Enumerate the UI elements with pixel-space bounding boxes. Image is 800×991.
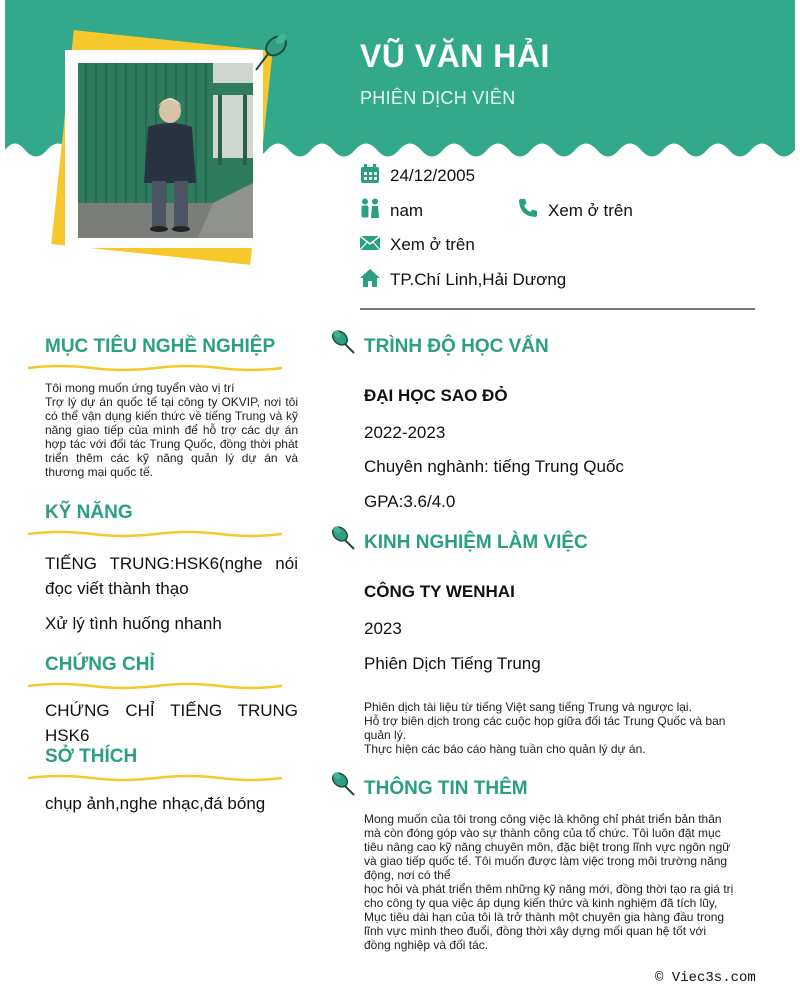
title-underline	[28, 772, 282, 784]
more-info-paragraph: học hỏi và phát triển thêm những kỹ năng mới, đồng thời tạo ra giá trị cho công ty qua việc áp dụng kiến thức và kinh nghiệm đã tích lũy,	[364, 882, 734, 910]
divider	[360, 308, 755, 310]
skills-title: KỸ NĂNG	[45, 502, 133, 523]
profile-photo	[78, 63, 253, 238]
phone-value: Xem ở trên	[548, 201, 633, 220]
skill-item: Xử lý tình huống nhanh	[45, 614, 222, 633]
experience-year: 2023	[364, 619, 402, 638]
education-gpa: GPA:3.6/4.0	[364, 492, 456, 511]
pin-icon	[330, 769, 356, 797]
email-value: Xem ở trên	[390, 235, 475, 254]
certificates-title: CHỨNG CHỈ	[45, 654, 155, 675]
candidate-name: VŨ VĂN HẢI	[360, 38, 550, 74]
more-info-paragraph: Mục tiêu dài hạn của tôi là trở thành một chuyên gia hàng đầu trong lĩnh vực mình theo đuổi, đồng thời xây dựng mối quan hệ tốt với đồng nghiệp và đối tác.	[364, 910, 725, 952]
title-underline	[28, 362, 282, 374]
gender-value: nam	[390, 201, 424, 220]
hobby-item: chụp ảnh,nghe nhạc,đá bóng	[45, 794, 266, 813]
hobbies-title: SỞ THÍCH	[45, 746, 138, 767]
mail-icon	[360, 233, 380, 253]
pin-icon	[252, 26, 292, 72]
objective-title: MỤC TIÊU NGHỀ NGHIỆP	[45, 336, 276, 357]
footer-credit: © Viec3s.com	[655, 970, 756, 986]
job-title: PHIÊN DỊCH VIÊN	[360, 88, 516, 108]
certificate-item: CHỨNG CHỈ TIẾNG TRUNG HSK6	[45, 701, 298, 745]
phone-icon	[518, 198, 538, 218]
experience-role: Phiên Dịch Tiếng Trung	[364, 654, 541, 673]
education-years: 2022-2023	[364, 423, 446, 442]
duty-item: Phiên dịch tài liệu từ tiếng Việt sang tiếng Trung và ngược lại.	[364, 700, 692, 714]
experience-title: KINH NGHIỆM LÀM VIỆC	[364, 532, 588, 553]
more-info-title: THÔNG TIN THÊM	[364, 778, 528, 799]
pin-icon	[330, 523, 356, 551]
birthday-value: 24/12/2005	[390, 166, 476, 185]
experience-duties	[364, 700, 736, 756]
objective-line-1: Tôi mong muốn ứng tuyển vào vị trí	[45, 381, 235, 395]
home-icon	[360, 268, 380, 288]
company-name: CÔNG TY WENHAI	[364, 582, 515, 601]
objective-line-2: Trợ lý dự án quốc tế tại công ty OKVIP, nơi tôi có thể vận dụng kiến thức về tiếng Trung và kỹ năng giao tiếp của mình để hỗ trợ các dự án hợp tác với đối tác Trung Quốc, đồng thời phát triển thêm các kỹ năng quản lý dự án và thương mại quốc tế.	[45, 395, 298, 479]
more-info-text	[364, 812, 736, 952]
more-info-paragraph: Mong muốn của tôi trong công việc là không chỉ phát triển bản thân mà còn đóng góp vào sự thành công của tổ chức. Tôi luôn đặt mục tiêu nâng cao kỹ năng chuyên môn, đặc biệt trong lĩnh vực ngôn ngữ và giao tiếp quốc tế. Tôi muốn được làm việc trong môi trường năng động, nơi có thể	[364, 812, 731, 882]
calendar-icon	[360, 164, 380, 184]
skill-item: TIẾNG TRUNG:HSK6(nghe nói đọc viết thành thạo	[45, 554, 298, 598]
duty-item: Thực hiện các báo cáo hàng tuần cho quản lý dự án.	[364, 742, 646, 756]
school-name: ĐẠI HỌC SAO ĐỎ	[364, 386, 508, 405]
objective-text	[45, 381, 298, 479]
education-title: TRÌNH ĐỘ HỌC VẤN	[364, 336, 549, 357]
title-underline	[28, 528, 282, 540]
duty-item: Hỗ trợ biên dịch trong các cuộc họp giữa đối tác Trung Quốc và ban quản lý.	[364, 714, 726, 742]
education-major: Chuyên nghành: tiếng Trung Quốc	[364, 457, 624, 476]
title-underline	[28, 680, 282, 692]
address-value: TP.Chí Linh,Hải Dương	[390, 270, 567, 289]
pin-icon	[330, 327, 356, 355]
people-icon	[360, 198, 380, 218]
